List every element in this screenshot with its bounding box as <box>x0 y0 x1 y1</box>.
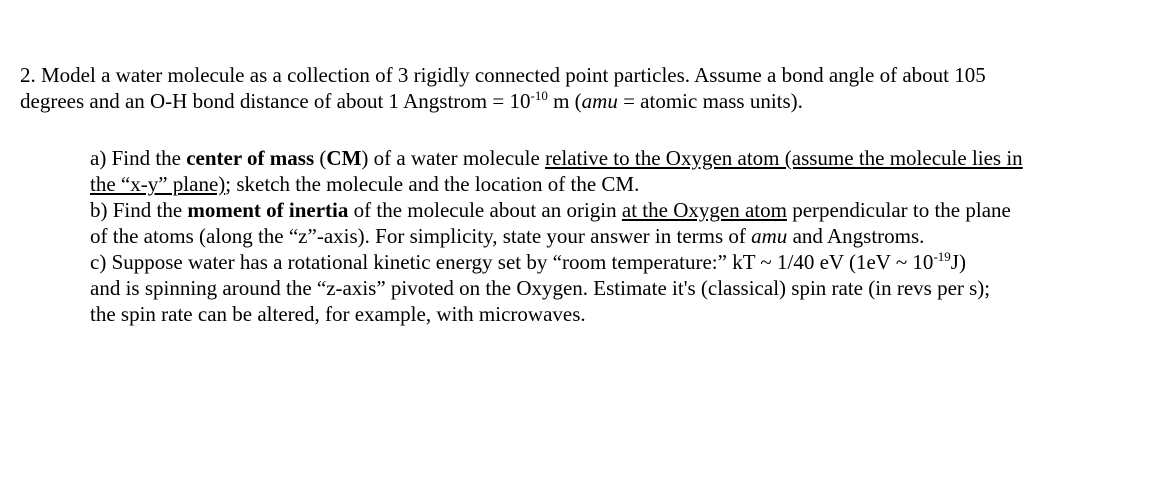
part-c-line-3 <box>90 301 1023 327</box>
part-a-underlined-text: relative to the Oxygen atom (assume the molecule lies in <box>545 146 1023 170</box>
part-c-text: J) <box>950 250 966 274</box>
part-b-line-1 <box>90 197 1023 223</box>
part-a-text: ) of a water molecule <box>361 146 546 170</box>
part-a-underlined-text: the “x-y” plane) <box>90 172 226 196</box>
part-c-text: and is spinning around the “z-axis” pivoted on the Oxygen. Estimate it's (classical) spin rate (in revs per s); <box>90 276 991 300</box>
amu-term: amu <box>751 224 788 248</box>
part-b-text: of the atoms (along the “z”-axis). For simplicity, state your answer in terms of <box>90 224 752 248</box>
cm-term: CM <box>326 146 362 170</box>
part-c-line-1 <box>90 249 1023 275</box>
part-a-line-1 <box>90 145 1023 171</box>
part-c-line-2 <box>90 275 1023 301</box>
exponent-joule: -19 <box>933 249 951 264</box>
intro-line-1 <box>20 62 986 88</box>
part-b-text: of the molecule about an origin <box>348 198 622 222</box>
intro-text-2c: = atomic mass units). <box>617 89 803 113</box>
part-b-text: perpendicular to the plane <box>786 198 1011 222</box>
part-a-line-2 <box>90 171 1023 197</box>
moment-of-inertia-term: moment of inertia <box>187 198 349 222</box>
problem-intro <box>20 62 986 114</box>
problem-parts <box>90 145 1023 327</box>
part-b-underlined-text: at the Oxygen atom <box>621 198 787 222</box>
part-b-text: b) Find the <box>90 198 188 222</box>
intro-text-2b: m ( <box>547 89 582 113</box>
part-a-text: ; sketch the molecule and the location of the CM. <box>225 172 640 196</box>
part-a-text: ( <box>314 146 327 170</box>
part-a-text: a) Find the <box>90 146 187 170</box>
part-b-text: and Angstroms. <box>787 224 925 248</box>
center-of-mass-term: center of mass <box>186 146 315 170</box>
part-b-line-2 <box>90 223 1023 249</box>
part-c-text: the spin rate can be altered, for example, with microwaves. <box>90 302 586 326</box>
amu-term: amu <box>581 89 618 113</box>
intro-text-1: 2. Model a water molecule as a collection of 3 rigidly connected point particles. Assume a bond angle of about 105 <box>20 63 986 87</box>
part-c-text: c) Suppose water has a rotational kinetic energy set by “room temperature:” kT ~ 1/40 eV (1eV ~ 10 <box>90 250 934 274</box>
intro-text-2a: degrees and an O-H bond distance of about 1 Angstrom = 10 <box>20 89 531 113</box>
intro-line-2 <box>20 88 986 114</box>
exponent-angstrom: -10 <box>530 88 548 103</box>
